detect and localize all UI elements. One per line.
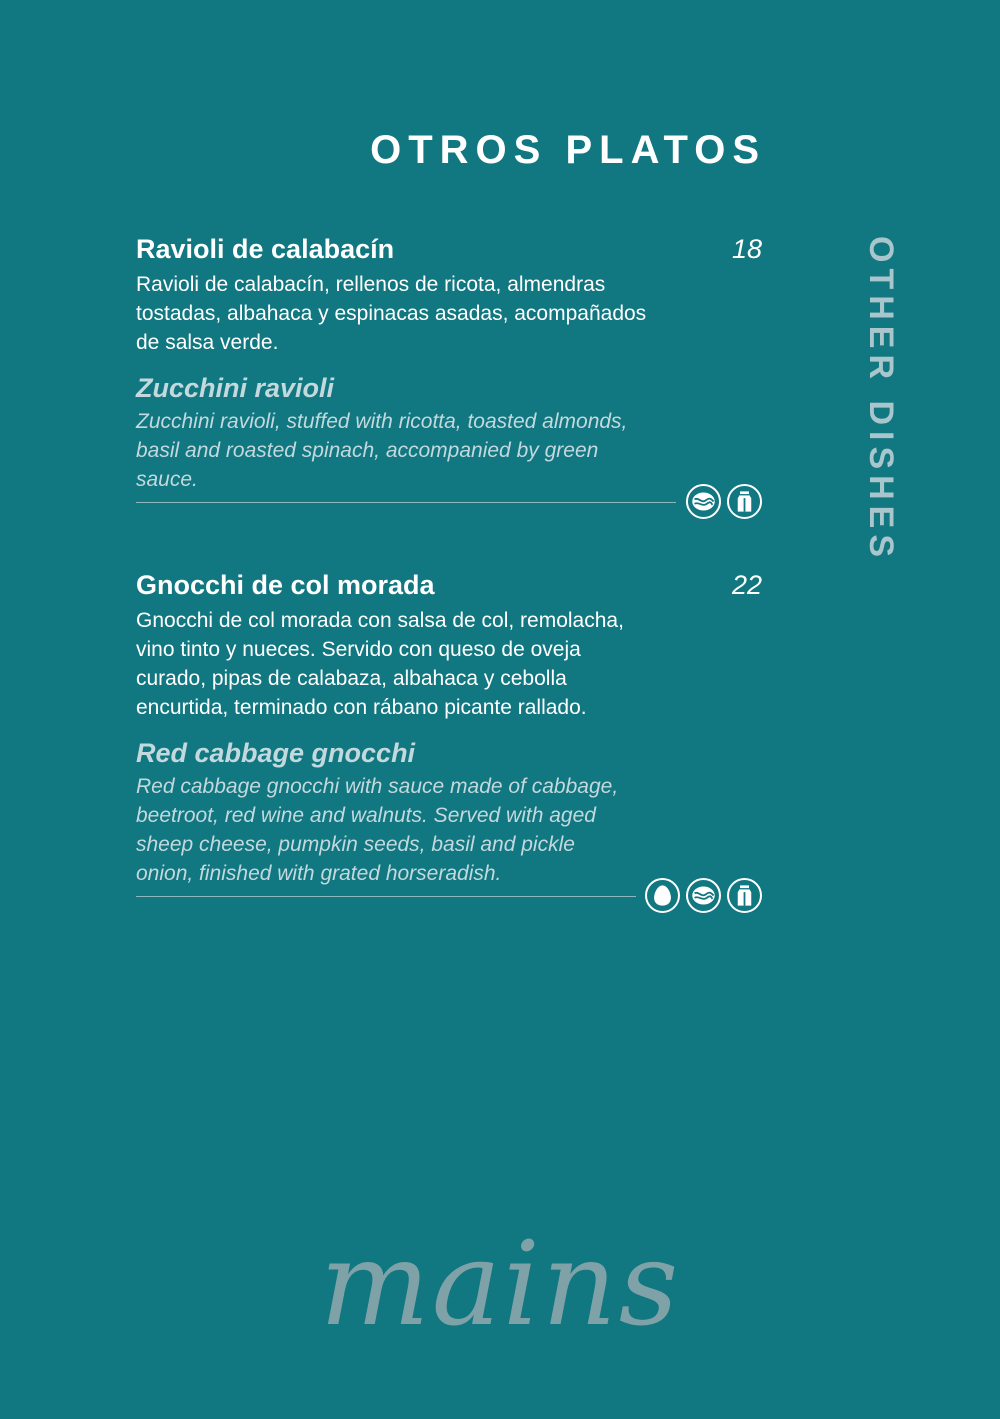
- allergen-icons: [645, 878, 762, 913]
- dish-name-english: Zucchini ravioli: [136, 373, 335, 403]
- divider: [136, 502, 676, 503]
- footer-script-word: mains: [319, 1217, 681, 1352]
- side-title: OTHER DISHES: [862, 236, 900, 564]
- dish-name: Gnocchi de col morada: [136, 570, 435, 600]
- allergen-icons: [686, 484, 762, 519]
- menu-item: [136, 568, 762, 918]
- dish-description-english: Red cabbage gnocchi with sauce made of cabbage, beetroot, red wine and walnuts. Served with aged sheep cheese, pumpkin seeds, basil and pickle onion, finished with grated horseradish.: [136, 775, 619, 885]
- dish-name: Ravioli de calabacín: [136, 234, 395, 264]
- divider: [136, 896, 636, 897]
- dish-price: 18: [731, 234, 762, 264]
- dish-description: Ravioli de calabacín, rellenos de ricota, almendras tostadas, albahaca y espinacas asadas, acompañados de salsa verde.: [136, 273, 647, 354]
- dish-header: [136, 568, 762, 604]
- dish-header: [136, 232, 762, 268]
- dish-price: 22: [731, 570, 762, 600]
- nuts-icon: [686, 484, 721, 519]
- milk-icon: [727, 484, 762, 519]
- nuts-icon: [686, 878, 721, 913]
- egg-icon: [645, 878, 680, 913]
- section-title: OTROS PLATOS: [370, 128, 766, 172]
- milk-icon: [727, 878, 762, 913]
- dish-footer: [136, 484, 762, 524]
- dish-description-english: Zucchini ravioli, stuffed with ricotta, toasted almonds, basil and roasted spinach, accompanied by green sauce.: [136, 410, 628, 491]
- dish-footer: [136, 878, 762, 918]
- dish-description: Gnocchi de col morada con salsa de col, remolacha, vino tinto y nueces. Servido con queso de oveja curado, pipas de calabaza, albahaca y cebolla encurtida, terminado con rábano picante rallado.: [136, 609, 624, 719]
- menu-item: [136, 232, 762, 524]
- dish-name-english: Red cabbage gnocchi: [136, 738, 416, 768]
